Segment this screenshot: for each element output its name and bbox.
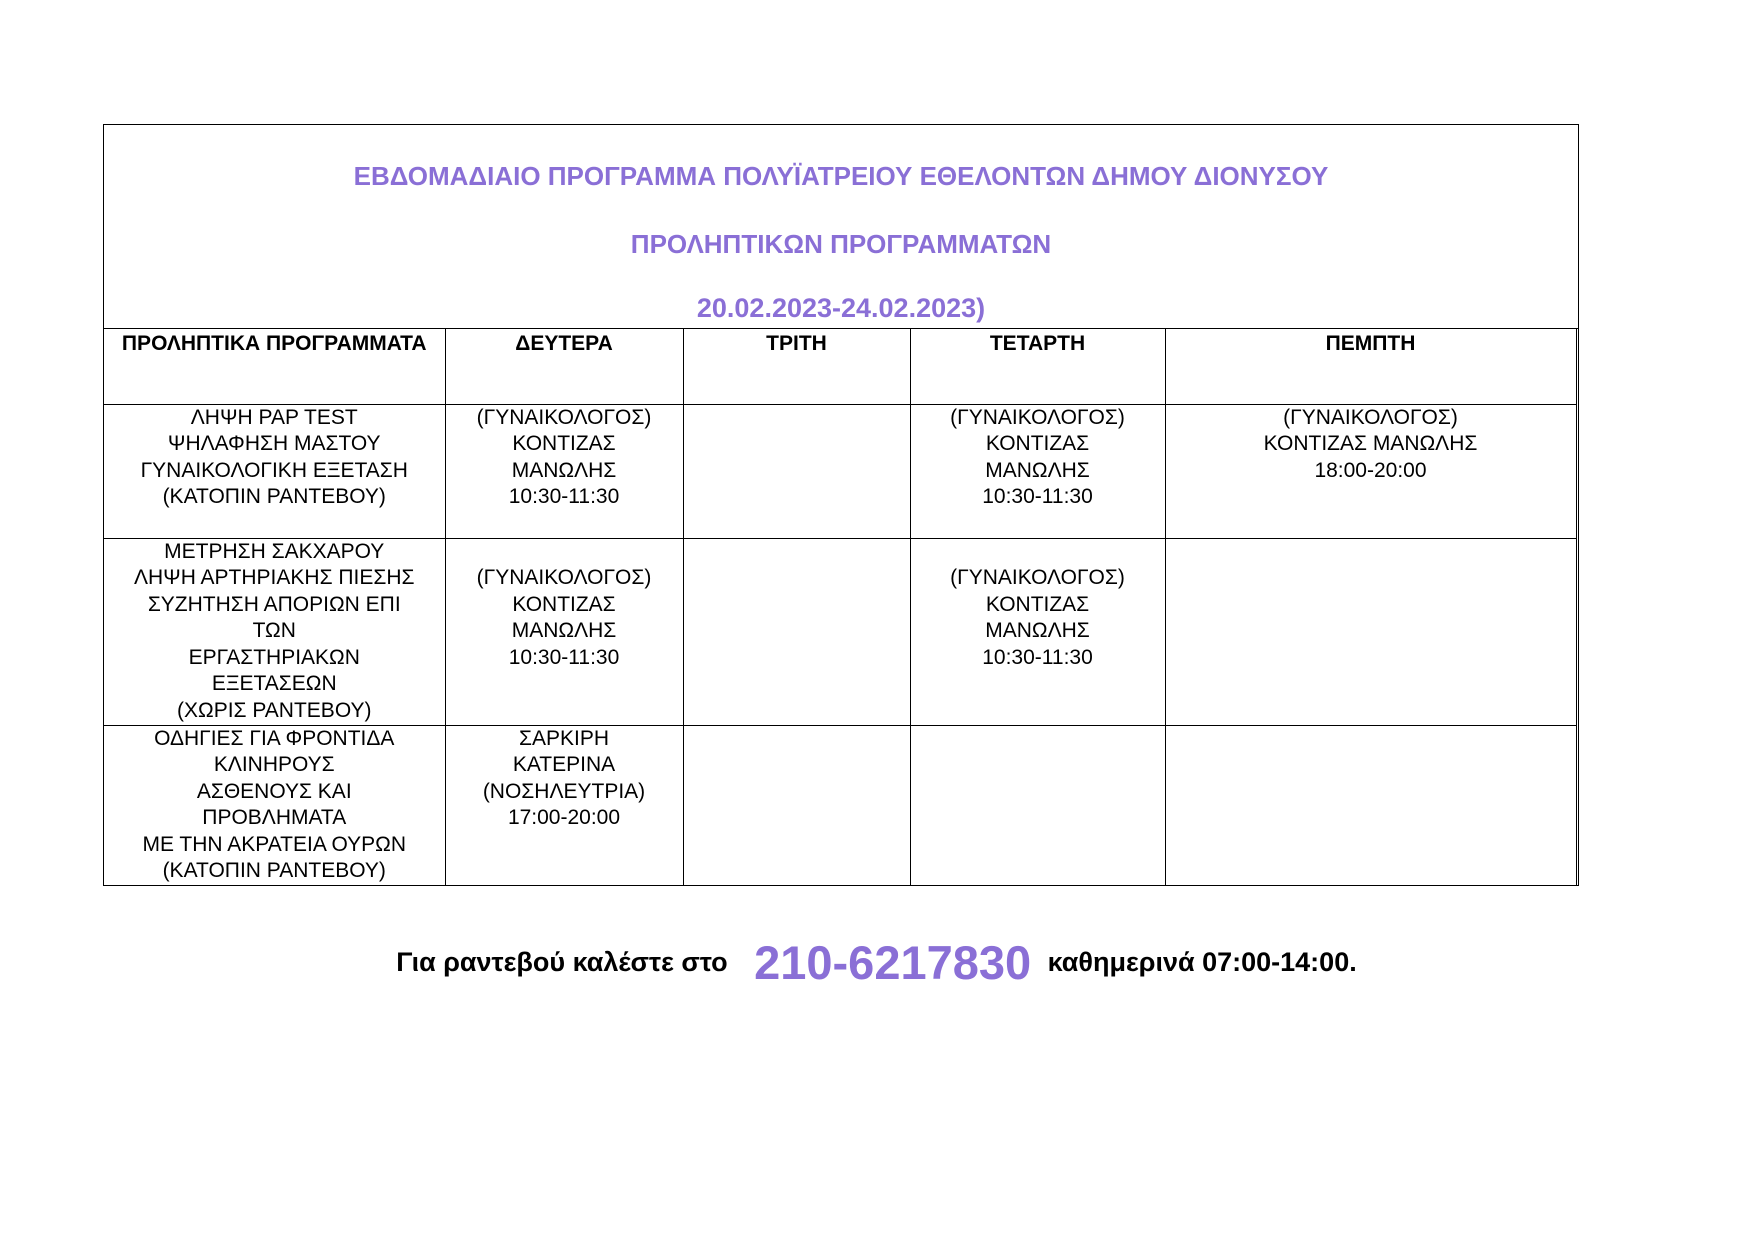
cell-line: ΜΑΝΩΛΗΣ: [985, 619, 1090, 642]
cell-thursday: [1165, 538, 1577, 725]
cell-line: ΓΥΝΑΙΚΟΛΟΓΙΚΗ ΕΞΕΤΑΣΗ: [140, 458, 408, 482]
cell-program: [104, 404, 445, 538]
cell-line: 10:30-11:30: [982, 485, 1093, 508]
cell-monday: [445, 404, 683, 538]
cell-thursday: [1165, 725, 1577, 885]
cell-monday: [445, 725, 683, 885]
cell-line: ΜΕ ΤΗΝ ΑΚΡΑΤΕΙΑ ΟΥΡΩΝ: [142, 832, 407, 856]
column-header-thursday: ΠΕΜΠΤΗ: [1165, 329, 1577, 404]
cell-line: ΟΔΗΓΙΕΣ ΓΙΑ ΦΡΟΝΤΙΔΑ: [154, 726, 395, 750]
cell-tuesday: [683, 725, 910, 885]
phone-number[interactable]: 210-6217830: [754, 936, 1032, 989]
cell-line: ΠΡΟΒΛΗΜΑΤΑ: [202, 806, 347, 829]
cell-line: ΜΑΝΩΛΗΣ: [511, 458, 617, 482]
cell-line: (ΚΑΤΟΠΙΝ ΡΑΝΤΕΒΟΥ): [162, 859, 386, 882]
cell-line: ΛΗΨΗ ΑΡΤΗΡΙΑΚΗΣ ΠΙΕΣΗΣ: [133, 566, 415, 589]
cell-line: (ΚΑΤΟΠΙΝ ΡΑΝΤΕΒΟΥ): [162, 485, 386, 508]
table-header-row: [104, 329, 1577, 404]
cell-line: ΚΟΝΤΙΖΑΣ: [985, 592, 1090, 616]
cell-line: ΛΗΨΗ PAP TEST: [190, 405, 358, 429]
cell-line: 18:00-20:00: [1314, 458, 1427, 482]
cell-line: ΚΟΝΤΙΖΑΣ ΜΑΝΩΛΗΣ: [1263, 432, 1478, 455]
column-header-program: ΠΡΟΛΗΠΤΙΚΑ ΠΡΟΓΡΑΜΜΑΤΑ: [104, 329, 445, 404]
table-row: [104, 538, 1577, 725]
cell-line: (ΓΥΝΑΙΚΟΛΟΓΟΣ): [476, 566, 652, 589]
date-range: 20.02.2023-24.02.2023): [696, 293, 986, 323]
title-box: [104, 125, 1578, 329]
footer-prefix: Για ραντεβού καλέστε στο: [396, 947, 728, 977]
cell-line: ΕΡΓΑΣΤΗΡΙΑΚΩΝ: [188, 645, 360, 669]
cell-line: (ΓΥΝΑΙΚΟΛΟΓΟΣ): [950, 566, 1125, 589]
cell-line: (ΧΩΡΙΣ ΡΑΝΤΕΒΟΥ): [177, 698, 372, 722]
cell-line: ΚΟΝΤΙΖΑΣ: [985, 432, 1090, 455]
schedule-table: [104, 329, 1579, 885]
cell-line: ΕΞΕΤΑΣΕΩΝ: [211, 672, 337, 695]
cell-line: ΤΩΝ: [252, 619, 296, 642]
cell-line: 17:00-20:00: [507, 806, 621, 829]
cell-line: (ΓΥΝΑΙΚΟΛΟΓΟΣ): [1283, 405, 1458, 429]
page-subtitle: ΠΡΟΛΗΠΤΙΚΩΝ ΠΡΟΓΡΑΜΜΑΤΩΝ: [630, 229, 1052, 259]
cell-line: (ΓΥΝΑΙΚΟΛΟΓΟΣ): [950, 405, 1125, 429]
cell-tuesday: [683, 404, 910, 538]
cell-line: ΜΕΤΡΗΣΗ ΣΑΚΧΑΡΟΥ: [164, 539, 385, 563]
cell-line: ΣΥΖΗΤΗΣΗ ΑΠΟΡΙΩΝ ΕΠΙ: [147, 592, 401, 616]
column-header-monday: ΔΕΥΤΕΡΑ: [445, 329, 683, 404]
cell-line: ΚΑΤΕΡΙΝΑ: [512, 753, 616, 776]
cell-program: [104, 725, 445, 885]
cell-thursday: [1165, 404, 1577, 538]
cell-line: [450, 539, 679, 566]
cell-wednesday: [910, 538, 1165, 725]
cell-monday: [445, 538, 683, 725]
column-header-wednesday: ΤΕΤΑΡΤΗ: [910, 329, 1165, 404]
table-row: [104, 404, 1577, 538]
schedule-frame: [103, 124, 1579, 886]
cell-tuesday: [683, 538, 910, 725]
cell-line: ΑΣΘΕΝΟΥΣ ΚΑΙ: [196, 779, 352, 803]
cell-line: 10:30-11:30: [982, 645, 1093, 669]
cell-line: ΚΟΝΤΙΖΑΣ: [512, 432, 616, 455]
cell-line: ΜΑΝΩΛΗΣ: [985, 458, 1090, 482]
cell-line: ΨΗΛΑΦΗΣΗ ΜΑΣΤΟΥ: [167, 432, 381, 455]
cell-line: (ΓΥΝΑΙΚΟΛΟΓΟΣ): [476, 405, 652, 429]
table-row: [104, 725, 1577, 885]
cell-line: [915, 539, 1161, 566]
cell-wednesday: [910, 725, 1165, 885]
cell-line: (ΝΟΣΗΛΕΥΤΡΙΑ): [482, 779, 646, 803]
cell-line: ΚΟΝΤΙΖΑΣ: [512, 592, 616, 616]
contact-footer: [0, 935, 1753, 990]
cell-line: ΚΛΙΝΗΡΟΥΣ: [213, 753, 335, 776]
cell-line: ΜΑΝΩΛΗΣ: [511, 619, 617, 642]
cell-line: 10:30-11:30: [508, 485, 620, 508]
cell-line: 10:30-11:30: [508, 645, 620, 669]
column-header-tuesday: ΤΡΙΤΗ: [683, 329, 910, 404]
cell-wednesday: [910, 404, 1165, 538]
page-title: ΕΒΔΟΜΑΔΙΑΙΟ ΠΡΟΓΡΑΜΜΑ ΠΟΛΥΪΑΤΡΕΙΟΥ ΕΘΕΛΟΝΤΩΝ ΔΗΜΟΥ ΔΙΟΝΥΣΟΥ: [353, 161, 1329, 191]
footer-suffix: καθημερινά 07:00-14:00.: [1047, 947, 1357, 977]
cell-program: [104, 538, 445, 725]
cell-line: ΣΑΡΚΙΡΗ: [518, 726, 609, 750]
